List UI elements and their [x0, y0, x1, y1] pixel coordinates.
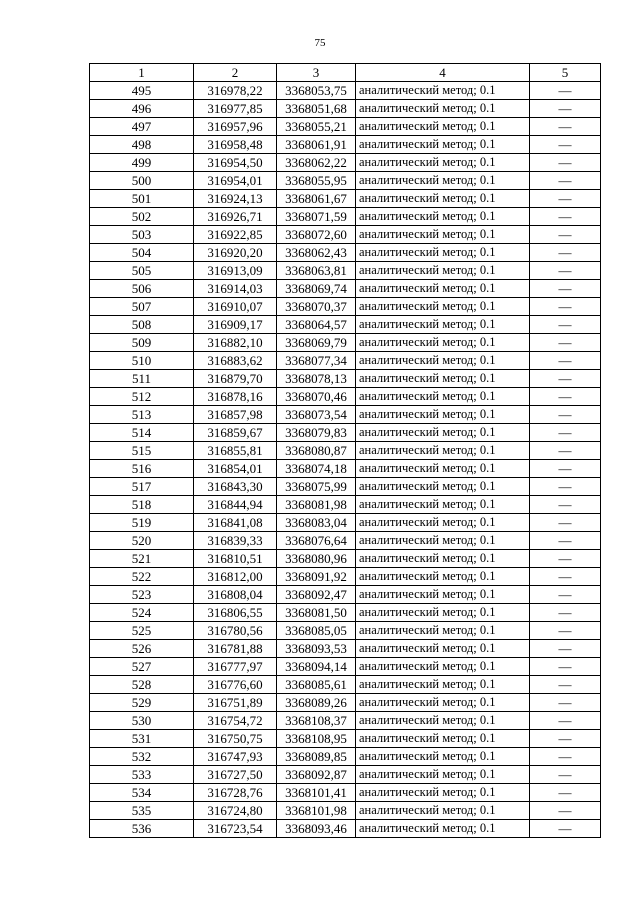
table-row [90, 154, 601, 172]
method-cell: аналитический метод; 0.1 [356, 658, 530, 676]
table-row [90, 766, 601, 784]
y-coordinate-cell: 3368094,14 [277, 658, 356, 676]
point-number-cell: 495 [90, 82, 194, 100]
method-cell: аналитический метод; 0.1 [356, 460, 530, 478]
error-cell: — [530, 424, 601, 442]
x-coordinate-cell: 316812,00 [194, 568, 277, 586]
x-coordinate-cell: 316751,89 [194, 694, 277, 712]
method-cell: аналитический метод; 0.1 [356, 388, 530, 406]
table-row [90, 532, 601, 550]
point-number-cell: 533 [90, 766, 194, 784]
error-cell: — [530, 172, 601, 190]
point-number-cell: 524 [90, 604, 194, 622]
x-coordinate-cell: 316855,81 [194, 442, 277, 460]
y-coordinate-cell: 3368074,18 [277, 460, 356, 478]
table-row [90, 694, 601, 712]
x-coordinate-cell: 316754,72 [194, 712, 277, 730]
error-cell: — [530, 370, 601, 388]
table-row [90, 748, 601, 766]
table-row [90, 172, 601, 190]
point-number-cell: 521 [90, 550, 194, 568]
error-cell: — [530, 136, 601, 154]
x-coordinate-cell: 316954,50 [194, 154, 277, 172]
method-cell: аналитический метод; 0.1 [356, 424, 530, 442]
y-coordinate-cell: 3368055,95 [277, 172, 356, 190]
x-coordinate-cell: 316781,88 [194, 640, 277, 658]
table-row [90, 712, 601, 730]
x-coordinate-cell: 316913,09 [194, 262, 277, 280]
x-coordinate-cell: 316922,85 [194, 226, 277, 244]
method-cell: аналитический метод; 0.1 [356, 316, 530, 334]
error-cell: — [530, 460, 601, 478]
method-cell: аналитический метод; 0.1 [356, 172, 530, 190]
y-coordinate-cell: 3368092,87 [277, 766, 356, 784]
table-row [90, 568, 601, 586]
table-row [90, 262, 601, 280]
method-cell: аналитический метод; 0.1 [356, 334, 530, 352]
table-row [90, 280, 601, 298]
y-coordinate-cell: 3368062,43 [277, 244, 356, 262]
y-coordinate-cell: 3368089,26 [277, 694, 356, 712]
x-coordinate-cell: 316776,60 [194, 676, 277, 694]
x-coordinate-cell: 316910,07 [194, 298, 277, 316]
point-number-cell: 505 [90, 262, 194, 280]
table-body [90, 82, 601, 838]
error-cell: — [530, 640, 601, 658]
method-cell: аналитический метод; 0.1 [356, 514, 530, 532]
point-number-cell: 518 [90, 496, 194, 514]
error-cell: — [530, 568, 601, 586]
error-cell: — [530, 820, 601, 838]
error-cell: — [530, 82, 601, 100]
point-number-cell: 510 [90, 352, 194, 370]
error-cell: — [530, 388, 601, 406]
point-number-cell: 522 [90, 568, 194, 586]
method-cell: аналитический метод; 0.1 [356, 136, 530, 154]
table-row [90, 478, 601, 496]
table-row [90, 316, 601, 334]
error-cell: — [530, 442, 601, 460]
x-coordinate-cell: 316883,62 [194, 352, 277, 370]
error-cell: — [530, 676, 601, 694]
point-number-cell: 535 [90, 802, 194, 820]
point-number-cell: 499 [90, 154, 194, 172]
y-coordinate-cell: 3368053,75 [277, 82, 356, 100]
method-cell: аналитический метод; 0.1 [356, 370, 530, 388]
x-coordinate-cell: 316857,98 [194, 406, 277, 424]
point-number-cell: 497 [90, 118, 194, 136]
error-cell: — [530, 280, 601, 298]
y-coordinate-cell: 3368072,60 [277, 226, 356, 244]
x-coordinate-cell: 316978,22 [194, 82, 277, 100]
method-cell: аналитический метод; 0.1 [356, 100, 530, 118]
table-row [90, 208, 601, 226]
error-cell: — [530, 586, 601, 604]
table-row [90, 226, 601, 244]
y-coordinate-cell: 3368075,99 [277, 478, 356, 496]
column-header-5: 5 [530, 64, 601, 82]
y-coordinate-cell: 3368085,05 [277, 622, 356, 640]
point-number-cell: 496 [90, 100, 194, 118]
y-coordinate-cell: 3368071,59 [277, 208, 356, 226]
point-number-cell: 500 [90, 172, 194, 190]
method-cell: аналитический метод; 0.1 [356, 442, 530, 460]
y-coordinate-cell: 3368108,95 [277, 730, 356, 748]
table-row [90, 388, 601, 406]
method-cell: аналитический метод; 0.1 [356, 532, 530, 550]
error-cell: — [530, 352, 601, 370]
point-number-cell: 502 [90, 208, 194, 226]
column-header-1: 1 [90, 64, 194, 82]
y-coordinate-cell: 3368078,13 [277, 370, 356, 388]
table-row [90, 586, 601, 604]
error-cell: — [530, 244, 601, 262]
x-coordinate-cell: 316914,03 [194, 280, 277, 298]
column-header-3: 3 [277, 64, 356, 82]
y-coordinate-cell: 3368092,47 [277, 586, 356, 604]
method-cell: аналитический метод; 0.1 [356, 82, 530, 100]
error-cell: — [530, 100, 601, 118]
x-coordinate-cell: 316810,51 [194, 550, 277, 568]
x-coordinate-cell: 316747,93 [194, 748, 277, 766]
error-cell: — [530, 604, 601, 622]
table-row [90, 730, 601, 748]
y-coordinate-cell: 3368063,81 [277, 262, 356, 280]
method-cell: аналитический метод; 0.1 [356, 568, 530, 586]
x-coordinate-cell: 316844,94 [194, 496, 277, 514]
point-number-cell: 527 [90, 658, 194, 676]
method-cell: аналитический метод; 0.1 [356, 676, 530, 694]
y-coordinate-cell: 3368069,79 [277, 334, 356, 352]
y-coordinate-cell: 3368091,92 [277, 568, 356, 586]
table-row [90, 334, 601, 352]
x-coordinate-cell: 316958,48 [194, 136, 277, 154]
point-number-cell: 519 [90, 514, 194, 532]
x-coordinate-cell: 316920,20 [194, 244, 277, 262]
table-row [90, 640, 601, 658]
x-coordinate-cell: 316723,54 [194, 820, 277, 838]
point-number-cell: 531 [90, 730, 194, 748]
x-coordinate-cell: 316728,76 [194, 784, 277, 802]
method-cell: аналитический метод; 0.1 [356, 748, 530, 766]
method-cell: аналитический метод; 0.1 [356, 622, 530, 640]
y-coordinate-cell: 3368101,98 [277, 802, 356, 820]
error-cell: — [530, 496, 601, 514]
point-number-cell: 503 [90, 226, 194, 244]
error-cell: — [530, 406, 601, 424]
point-number-cell: 520 [90, 532, 194, 550]
table-row [90, 802, 601, 820]
table-row [90, 460, 601, 478]
method-cell: аналитический метод; 0.1 [356, 712, 530, 730]
error-cell: — [530, 154, 601, 172]
method-cell: аналитический метод; 0.1 [356, 244, 530, 262]
error-cell: — [530, 208, 601, 226]
x-coordinate-cell: 316909,17 [194, 316, 277, 334]
y-coordinate-cell: 3368081,50 [277, 604, 356, 622]
y-coordinate-cell: 3368061,91 [277, 136, 356, 154]
error-cell: — [530, 316, 601, 334]
table-row [90, 118, 601, 136]
table-row [90, 424, 601, 442]
y-coordinate-cell: 3368108,37 [277, 712, 356, 730]
y-coordinate-cell: 3368070,37 [277, 298, 356, 316]
y-coordinate-cell: 3368101,41 [277, 784, 356, 802]
error-cell: — [530, 694, 601, 712]
column-header-2: 2 [194, 64, 277, 82]
point-number-cell: 532 [90, 748, 194, 766]
method-cell: аналитический метод; 0.1 [356, 604, 530, 622]
error-cell: — [530, 298, 601, 316]
y-coordinate-cell: 3368055,21 [277, 118, 356, 136]
method-cell: аналитический метод; 0.1 [356, 478, 530, 496]
point-number-cell: 514 [90, 424, 194, 442]
point-number-cell: 526 [90, 640, 194, 658]
x-coordinate-cell: 316727,50 [194, 766, 277, 784]
x-coordinate-cell: 316777,97 [194, 658, 277, 676]
error-cell: — [530, 226, 601, 244]
method-cell: аналитический метод; 0.1 [356, 496, 530, 514]
x-coordinate-cell: 316839,33 [194, 532, 277, 550]
y-coordinate-cell: 3368077,34 [277, 352, 356, 370]
method-cell: аналитический метод; 0.1 [356, 694, 530, 712]
y-coordinate-cell: 3368070,46 [277, 388, 356, 406]
y-coordinate-cell: 3368080,96 [277, 550, 356, 568]
table-row [90, 298, 601, 316]
table-row [90, 82, 601, 100]
method-cell: аналитический метод; 0.1 [356, 784, 530, 802]
point-number-cell: 513 [90, 406, 194, 424]
table-row [90, 100, 601, 118]
error-cell: — [530, 802, 601, 820]
y-coordinate-cell: 3368069,74 [277, 280, 356, 298]
column-header-4: 4 [356, 64, 530, 82]
method-cell: аналитический метод; 0.1 [356, 550, 530, 568]
x-coordinate-cell: 316841,08 [194, 514, 277, 532]
method-cell: аналитический метод; 0.1 [356, 118, 530, 136]
y-coordinate-cell: 3368064,57 [277, 316, 356, 334]
error-cell: — [530, 190, 601, 208]
method-cell: аналитический метод; 0.1 [356, 820, 530, 838]
x-coordinate-cell: 316750,75 [194, 730, 277, 748]
error-cell: — [530, 730, 601, 748]
error-cell: — [530, 118, 601, 136]
table-row [90, 784, 601, 802]
method-cell: аналитический метод; 0.1 [356, 802, 530, 820]
method-cell: аналитический метод; 0.1 [356, 298, 530, 316]
error-cell: — [530, 748, 601, 766]
point-number-cell: 509 [90, 334, 194, 352]
point-number-cell: 525 [90, 622, 194, 640]
table-row [90, 514, 601, 532]
point-number-cell: 530 [90, 712, 194, 730]
x-coordinate-cell: 316882,10 [194, 334, 277, 352]
method-cell: аналитический метод; 0.1 [356, 208, 530, 226]
x-coordinate-cell: 316977,85 [194, 100, 277, 118]
error-cell: — [530, 334, 601, 352]
table-row [90, 496, 601, 514]
table-row [90, 820, 601, 838]
x-coordinate-cell: 316878,16 [194, 388, 277, 406]
page-number: 75 [314, 37, 326, 49]
x-coordinate-cell: 316954,01 [194, 172, 277, 190]
method-cell: аналитический метод; 0.1 [356, 352, 530, 370]
point-number-cell: 528 [90, 676, 194, 694]
table-row [90, 244, 601, 262]
coordinates-table [89, 63, 601, 838]
error-cell: — [530, 784, 601, 802]
x-coordinate-cell: 316808,04 [194, 586, 277, 604]
point-number-cell: 536 [90, 820, 194, 838]
error-cell: — [530, 514, 601, 532]
error-cell: — [530, 262, 601, 280]
y-coordinate-cell: 3368093,46 [277, 820, 356, 838]
point-number-cell: 523 [90, 586, 194, 604]
method-cell: аналитический метод; 0.1 [356, 154, 530, 172]
method-cell: аналитический метод; 0.1 [356, 280, 530, 298]
y-coordinate-cell: 3368061,67 [277, 190, 356, 208]
y-coordinate-cell: 3368079,83 [277, 424, 356, 442]
y-coordinate-cell: 3368080,87 [277, 442, 356, 460]
point-number-cell: 511 [90, 370, 194, 388]
table-row [90, 136, 601, 154]
table-header-row [90, 64, 601, 82]
y-coordinate-cell: 3368076,64 [277, 532, 356, 550]
method-cell: аналитический метод; 0.1 [356, 226, 530, 244]
point-number-cell: 534 [90, 784, 194, 802]
method-cell: аналитический метод; 0.1 [356, 730, 530, 748]
table-row [90, 604, 601, 622]
table-row [90, 658, 601, 676]
method-cell: аналитический метод; 0.1 [356, 586, 530, 604]
y-coordinate-cell: 3368093,53 [277, 640, 356, 658]
point-number-cell: 512 [90, 388, 194, 406]
y-coordinate-cell: 3368083,04 [277, 514, 356, 532]
x-coordinate-cell: 316843,30 [194, 478, 277, 496]
x-coordinate-cell: 316724,80 [194, 802, 277, 820]
y-coordinate-cell: 3368062,22 [277, 154, 356, 172]
error-cell: — [530, 478, 601, 496]
x-coordinate-cell: 316854,01 [194, 460, 277, 478]
x-coordinate-cell: 316806,55 [194, 604, 277, 622]
table-row [90, 352, 601, 370]
point-number-cell: 501 [90, 190, 194, 208]
point-number-cell: 507 [90, 298, 194, 316]
table-row [90, 550, 601, 568]
y-coordinate-cell: 3368081,98 [277, 496, 356, 514]
error-cell: — [530, 532, 601, 550]
error-cell: — [530, 712, 601, 730]
error-cell: — [530, 622, 601, 640]
y-coordinate-cell: 3368051,68 [277, 100, 356, 118]
table-row [90, 622, 601, 640]
table-row [90, 406, 601, 424]
point-number-cell: 517 [90, 478, 194, 496]
point-number-cell: 515 [90, 442, 194, 460]
error-cell: — [530, 658, 601, 676]
y-coordinate-cell: 3368085,61 [277, 676, 356, 694]
y-coordinate-cell: 3368089,85 [277, 748, 356, 766]
point-number-cell: 516 [90, 460, 194, 478]
table-row [90, 676, 601, 694]
table-row [90, 370, 601, 388]
point-number-cell: 506 [90, 280, 194, 298]
error-cell: — [530, 766, 601, 784]
x-coordinate-cell: 316780,56 [194, 622, 277, 640]
point-number-cell: 529 [90, 694, 194, 712]
error-cell: — [530, 550, 601, 568]
method-cell: аналитический метод; 0.1 [356, 262, 530, 280]
method-cell: аналитический метод; 0.1 [356, 190, 530, 208]
point-number-cell: 504 [90, 244, 194, 262]
x-coordinate-cell: 316859,67 [194, 424, 277, 442]
table-row [90, 190, 601, 208]
y-coordinate-cell: 3368073,54 [277, 406, 356, 424]
point-number-cell: 498 [90, 136, 194, 154]
method-cell: аналитический метод; 0.1 [356, 766, 530, 784]
method-cell: аналитический метод; 0.1 [356, 640, 530, 658]
x-coordinate-cell: 316957,96 [194, 118, 277, 136]
table-row [90, 442, 601, 460]
method-cell: аналитический метод; 0.1 [356, 406, 530, 424]
x-coordinate-cell: 316926,71 [194, 208, 277, 226]
point-number-cell: 508 [90, 316, 194, 334]
x-coordinate-cell: 316879,70 [194, 370, 277, 388]
x-coordinate-cell: 316924,13 [194, 190, 277, 208]
